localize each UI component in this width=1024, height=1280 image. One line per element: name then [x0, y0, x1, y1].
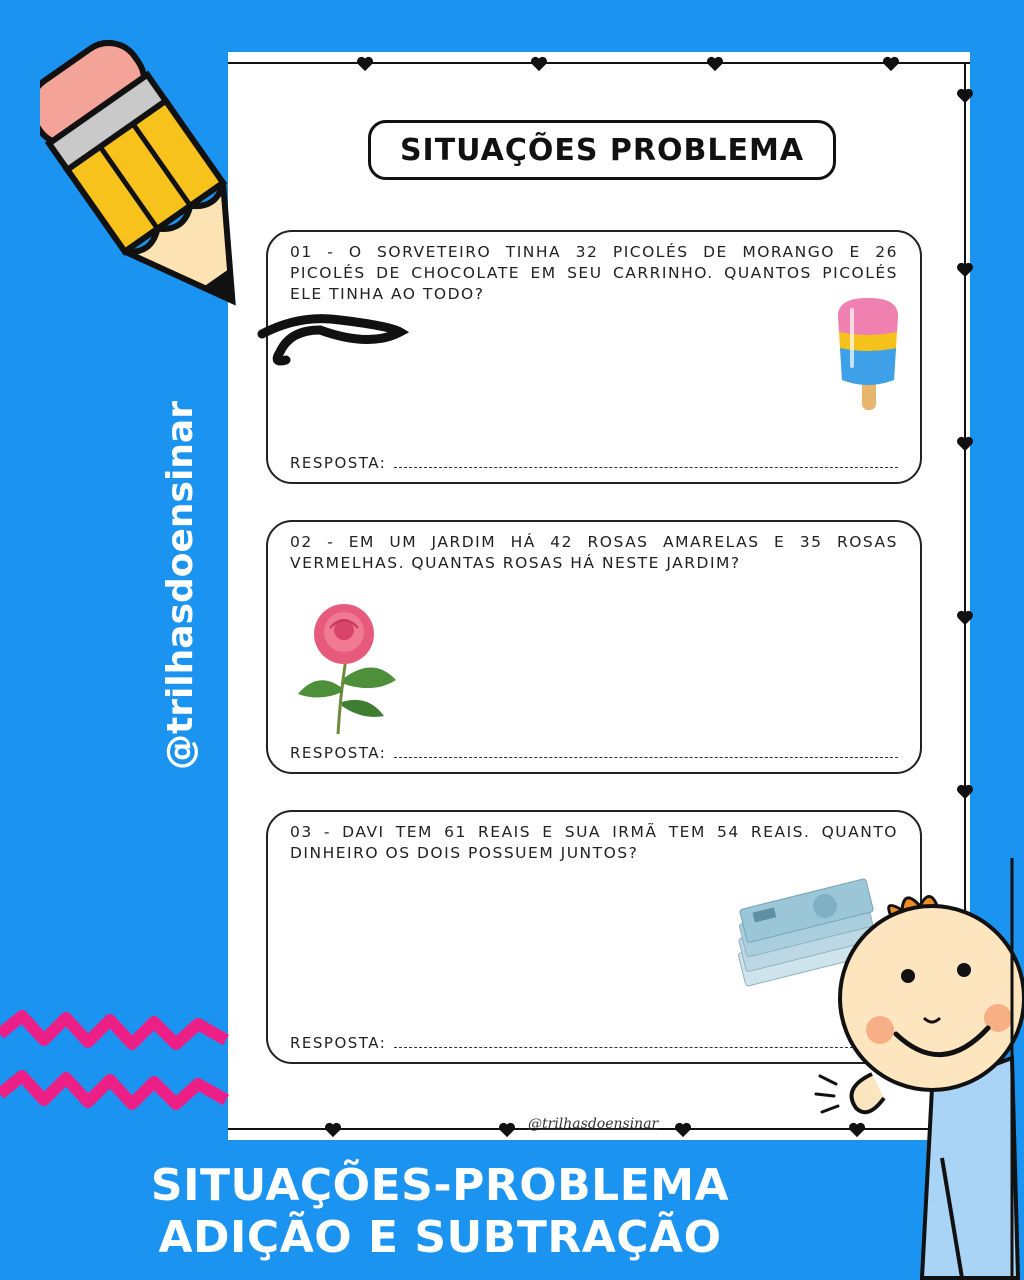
answer-label-3: RESPOSTA:	[290, 1034, 387, 1052]
answer-line-1[interactable]	[394, 467, 898, 468]
question-box-2	[266, 520, 922, 774]
handle-text: @trilhasdoensinar	[160, 401, 201, 770]
banner-title-line-2: ADIÇÃO E SUBTRAÇÃO	[158, 1212, 722, 1263]
answer-label-1: RESPOSTA:	[290, 454, 387, 472]
question-text-3: 03 - DAVI TEM 61 REAIS E SUA IRMÃ TEM 54 REAIS. QUANTO DINHEIRO OS DOIS POSSUEM JUNTOS?	[290, 823, 898, 862]
heart-icon	[530, 56, 548, 72]
worksheet-title: SITUAÇÕES PROBLEMA	[368, 120, 836, 180]
question-text-1: 01 - O SORVETEIRO TINHA 32 PICOLÉS DE MORANGO E 26 PICOLÉS DE CHOCOLATE EM SEU CARRINHO. QUANTOS PICOLÉS ELE TINHA AO TODO?	[290, 243, 898, 303]
sheet-watermark: @trilhasdoensinar	[528, 1116, 659, 1132]
heart-icon	[956, 262, 974, 278]
heart-icon	[706, 56, 724, 72]
answer-row-3	[290, 1034, 898, 1052]
answer-row-2	[290, 744, 898, 762]
rose-icon	[290, 598, 410, 738]
answer-line-2[interactable]	[394, 757, 898, 758]
banner-title-line-1: SITUAÇÕES-PROBLEMA	[150, 1160, 730, 1211]
heart-icon	[956, 88, 974, 104]
answer-row-1	[290, 454, 898, 472]
heart-icon	[956, 784, 974, 800]
heart-icon	[324, 1122, 342, 1138]
boy-character-icon	[812, 858, 1024, 1280]
heart-icon	[956, 610, 974, 626]
zigzag-decoration	[0, 1010, 230, 1130]
heart-icon	[882, 56, 900, 72]
heart-icon	[956, 436, 974, 452]
question-text-2: 02 - EM UM JARDIM HÁ 42 ROSAS AMARELAS E 35 ROSAS VERMELHAS. QUANTAS ROSAS HÁ NESTE JARDIM?	[290, 533, 898, 572]
heart-icon	[498, 1122, 516, 1138]
popsicle-icon	[830, 296, 906, 416]
answer-label-2: RESPOSTA:	[290, 744, 387, 762]
heart-icon	[674, 1122, 692, 1138]
pencil-icon	[40, 30, 420, 370]
